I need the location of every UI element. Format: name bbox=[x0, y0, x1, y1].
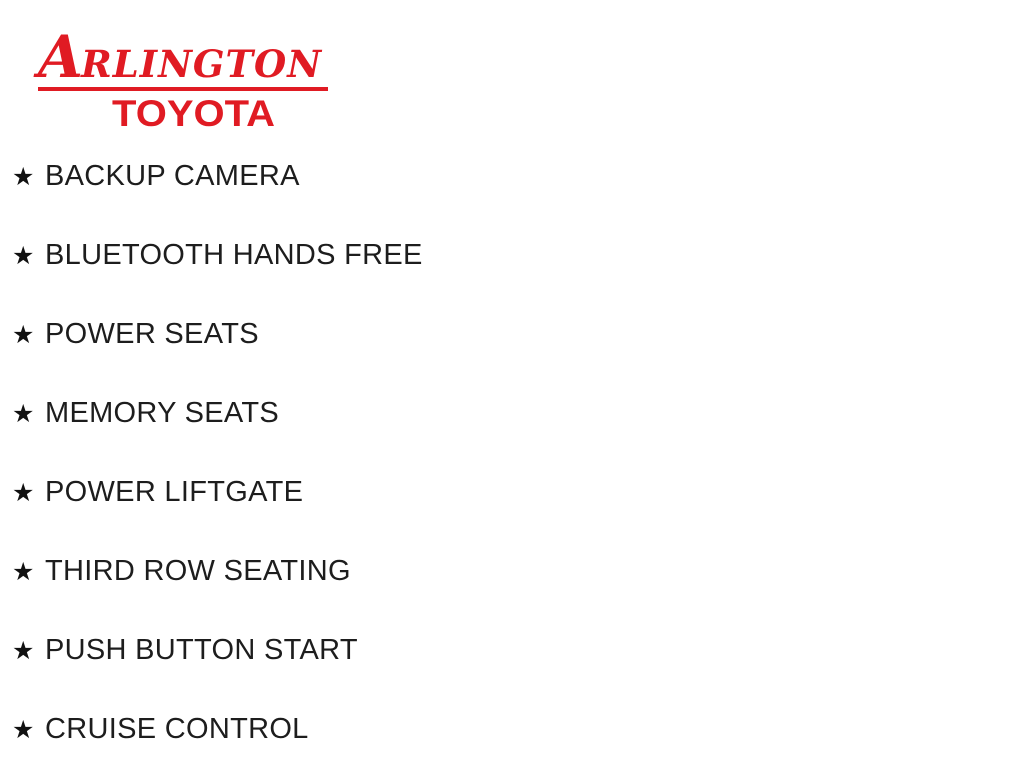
star-icon: ★ bbox=[12, 714, 35, 744]
feature-item bbox=[12, 551, 423, 591]
feature-item bbox=[12, 630, 423, 670]
dealer-logo-name bbox=[38, 23, 328, 91]
feature-item bbox=[12, 472, 423, 512]
star-icon: ★ bbox=[12, 161, 35, 191]
feature-list bbox=[12, 156, 423, 749]
star-icon: ★ bbox=[12, 398, 35, 428]
dealer-logo-initial: A bbox=[38, 23, 82, 91]
feature-label: THIRD ROW SEATING bbox=[45, 554, 351, 587]
star-icon: ★ bbox=[12, 556, 35, 586]
dealer-logo-brand: TOYOTA bbox=[112, 94, 275, 135]
feature-item bbox=[12, 314, 423, 354]
star-icon: ★ bbox=[12, 477, 35, 507]
feature-label: PUSH BUTTON START bbox=[45, 633, 358, 666]
feature-item bbox=[12, 393, 423, 433]
feature-item bbox=[12, 156, 423, 196]
feature-label: BACKUP CAMERA bbox=[45, 159, 300, 192]
star-icon: ★ bbox=[12, 635, 35, 665]
feature-label: POWER SEATS bbox=[45, 317, 259, 350]
star-icon: ★ bbox=[12, 319, 35, 349]
feature-label: BLUETOOTH HANDS FREE bbox=[45, 238, 423, 271]
feature-label: CRUISE CONTROL bbox=[45, 712, 309, 745]
star-icon: ★ bbox=[12, 240, 35, 270]
dealer-logo bbox=[38, 23, 328, 139]
feature-label: POWER LIFTGATE bbox=[45, 475, 304, 508]
feature-item bbox=[12, 235, 423, 275]
feature-label: MEMORY SEATS bbox=[45, 396, 280, 429]
dealer-logo-rest: RLINGTON bbox=[81, 42, 323, 86]
feature-item bbox=[12, 709, 423, 749]
